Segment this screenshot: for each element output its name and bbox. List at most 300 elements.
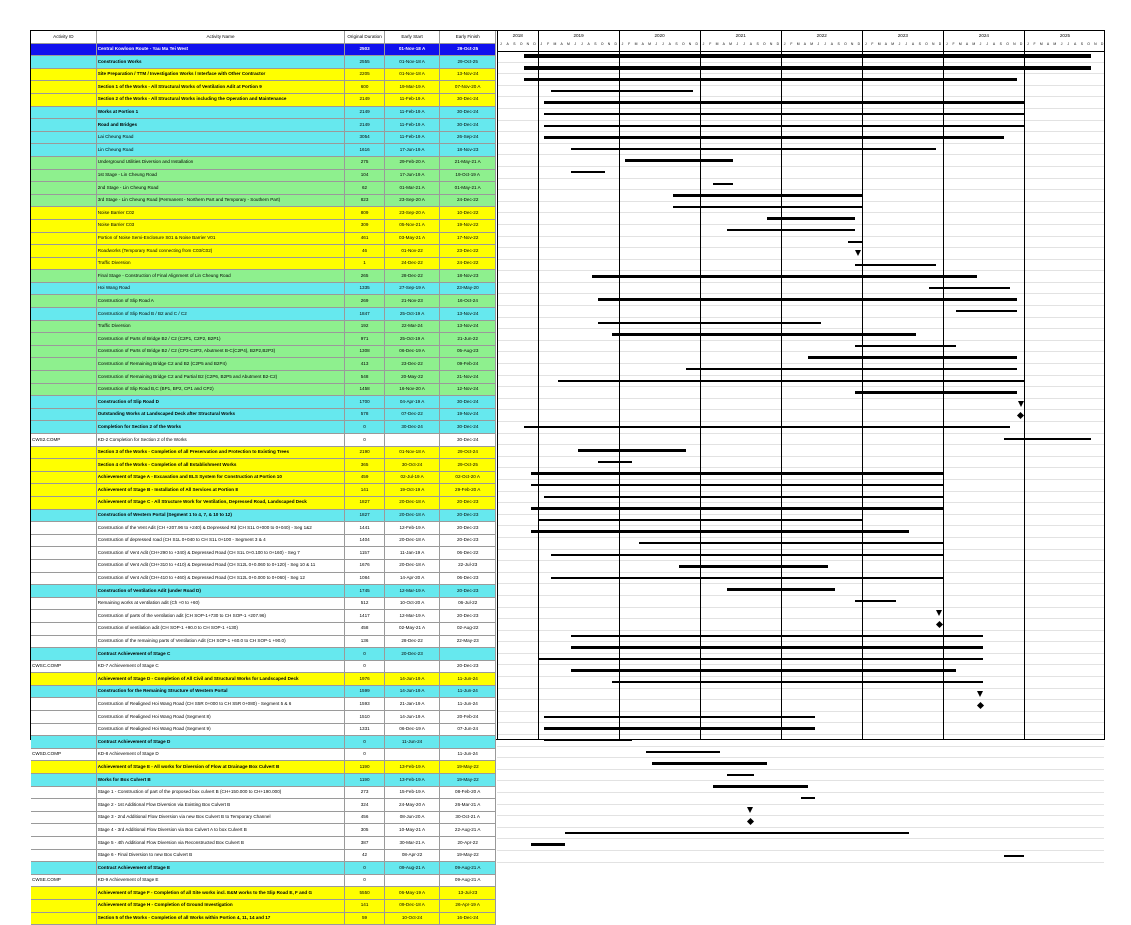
cell-activity-name: Achievement of Stage D - Completion of All Civil and Structural Works for Landscaped Deck xyxy=(96,673,345,686)
cell-activity-name: Construction of Vent Adit (CH+290 to +340) & Depressed Road (CH S1L 0+0.100 to 0+160) - Seg 7 xyxy=(96,547,345,560)
gantt-bar[interactable] xyxy=(551,554,943,556)
milestone-arrow-icon[interactable] xyxy=(936,610,942,616)
cell-early-finish: 18-Nov-23 xyxy=(440,270,496,283)
cell-activity-name: Construction of Parts of Bridge B2 / C2 (CP3-C2P3, Abutment B-C(C2P4), B2P2,B2P3) xyxy=(96,345,345,358)
cell-early-finish: 10-Dec-22 xyxy=(440,207,496,220)
cell-early-start: 01-Nov-22 xyxy=(384,245,440,258)
gantt-bar[interactable] xyxy=(713,785,808,787)
timeline-month-label: F xyxy=(709,42,712,46)
table-row[interactable] xyxy=(31,232,496,245)
timeline-month-label: S xyxy=(513,42,516,46)
gantt-bar[interactable] xyxy=(524,426,1010,428)
milestone-arrow-icon[interactable] xyxy=(747,807,753,813)
gantt-bar[interactable] xyxy=(679,565,828,567)
cell-early-finish xyxy=(440,648,496,661)
cell-duration: 192 xyxy=(345,320,384,333)
cell-early-finish: 09-Aug-21 A xyxy=(440,874,496,887)
gantt-bar[interactable] xyxy=(531,843,565,845)
gantt-bar[interactable] xyxy=(598,298,1017,300)
cell-activity-id xyxy=(31,811,96,824)
cell-duration: 548 xyxy=(345,371,384,384)
cell-early-finish: 02-Oct-20 A xyxy=(440,471,496,484)
table-row[interactable] xyxy=(31,496,496,509)
gantt-bar[interactable] xyxy=(727,229,855,231)
table-row[interactable] xyxy=(31,774,496,787)
timeline-row xyxy=(497,573,1104,585)
table-row[interactable] xyxy=(31,421,496,434)
table-row[interactable] xyxy=(31,68,496,81)
timeline-month-label: O xyxy=(1006,42,1009,46)
timeline-bars xyxy=(497,51,1104,739)
table-row[interactable] xyxy=(31,597,496,610)
cell-early-finish: 20-Dec-23 xyxy=(440,534,496,547)
timeline-month-label: O xyxy=(1087,42,1090,46)
cell-activity-id xyxy=(31,106,96,119)
gantt-bar[interactable] xyxy=(524,54,1091,58)
cell-early-finish: 13-Jul-23 xyxy=(440,887,496,900)
table-row[interactable] xyxy=(31,711,496,724)
timeline-row xyxy=(497,492,1104,504)
table-row[interactable] xyxy=(31,446,496,459)
cell-early-start: 19-Oct-19 A xyxy=(384,484,440,497)
table-row[interactable] xyxy=(31,874,496,887)
timeline-row xyxy=(497,329,1104,341)
timeline-month-label: J xyxy=(1026,42,1029,46)
gantt-bar[interactable] xyxy=(544,739,632,741)
timeline-month-label: N xyxy=(931,42,935,46)
timeline-row xyxy=(497,179,1104,191)
cell-duration: 1190 xyxy=(345,774,384,787)
gantt-bar[interactable] xyxy=(544,101,1024,103)
gantt-bar[interactable] xyxy=(612,333,916,335)
cell-duration: 3054 xyxy=(345,131,384,144)
table-row[interactable] xyxy=(31,144,496,157)
table-row[interactable] xyxy=(31,849,496,862)
cell-early-start: 30-Dec-24 xyxy=(384,421,440,434)
table-row[interactable] xyxy=(31,396,496,409)
cell-duration: 265 xyxy=(345,270,384,283)
gantt-bar[interactable] xyxy=(544,716,814,718)
cell-activity-name: Works for Box Culvert B xyxy=(96,774,345,787)
table-row[interactable] xyxy=(31,811,496,824)
cell-duration: 1308 xyxy=(345,345,384,358)
col-header-duration: Original Duration xyxy=(345,31,384,43)
timeline-month-label: S xyxy=(675,42,678,46)
cell-activity-name: Traffic Diversion xyxy=(96,257,345,270)
timeline-month-label: J xyxy=(898,42,901,46)
timeline-row xyxy=(497,677,1104,689)
table-row[interactable] xyxy=(31,408,496,421)
timeline-row xyxy=(497,306,1104,318)
cell-early-finish: 02-Aug-22 xyxy=(440,622,496,635)
timeline-panel xyxy=(497,31,1104,739)
gantt-bar[interactable] xyxy=(571,635,983,637)
cell-activity-name: Construction of Slip Road A xyxy=(96,295,345,308)
cell-duration: 2503 xyxy=(345,43,384,56)
cell-early-start xyxy=(384,434,440,447)
gantt-bar[interactable] xyxy=(592,275,977,277)
milestone-diamond-icon[interactable] xyxy=(976,702,983,709)
table-row[interactable] xyxy=(31,484,496,497)
timeline-row xyxy=(497,167,1104,179)
table-row[interactable] xyxy=(31,358,496,371)
cell-early-start: 14-Jun-19 A xyxy=(384,685,440,698)
table-row[interactable] xyxy=(31,698,496,711)
timeline-row xyxy=(497,341,1104,353)
gantt-bar[interactable] xyxy=(531,530,909,532)
timeline-month-label: F xyxy=(790,42,793,46)
cell-activity-name: 3rd Stage - Lin Cheung Road (Permanent - Northern Part and Temporary - Southern Part) xyxy=(96,194,345,207)
gantt-bar[interactable] xyxy=(646,751,720,753)
cell-duration: 1676 xyxy=(345,559,384,572)
cell-activity-id xyxy=(31,169,96,182)
gantt-bar[interactable] xyxy=(551,577,943,579)
table-row[interactable] xyxy=(31,282,496,295)
cell-duration: 0 xyxy=(345,748,384,761)
cell-activity-id xyxy=(31,572,96,585)
cell-duration: 324 xyxy=(345,799,384,812)
table-row[interactable] xyxy=(31,119,496,132)
cell-activity-id xyxy=(31,484,96,497)
cell-early-start: 03-May-21 A xyxy=(384,232,440,245)
timeline-row xyxy=(497,805,1104,817)
timeline-row xyxy=(497,63,1104,75)
table-header-row xyxy=(31,31,496,43)
timeline-row xyxy=(497,665,1104,677)
cell-early-finish: 01-May-21 A xyxy=(440,182,496,195)
year-gridline xyxy=(497,31,498,739)
timeline-year-label: 2020 xyxy=(619,31,700,41)
gantt-bar[interactable] xyxy=(544,136,1003,138)
cell-activity-name: Construction of Realigned Hoi Wang Road (Segment 8) xyxy=(96,711,345,724)
table-row[interactable] xyxy=(31,622,496,635)
cell-early-start: 19-Mar-19 A xyxy=(384,81,440,94)
table-row[interactable] xyxy=(31,169,496,182)
timeline-row xyxy=(497,816,1104,828)
cell-activity-name: Hoi Wang Road xyxy=(96,282,345,295)
gantt-bar[interactable] xyxy=(625,159,733,161)
gantt-bar[interactable] xyxy=(686,368,1017,370)
gantt-bar[interactable] xyxy=(652,762,767,764)
table-row[interactable] xyxy=(31,333,496,346)
gantt-bar[interactable] xyxy=(848,241,862,243)
cell-early-finish: 26-Apr-19 A xyxy=(440,899,496,912)
gantt-bar[interactable] xyxy=(713,183,733,185)
cell-early-start: 06-May-19 A xyxy=(384,887,440,900)
table-row[interactable] xyxy=(31,459,496,472)
cell-early-start: 01-Nov-18 A xyxy=(384,68,440,81)
cell-activity-id xyxy=(31,396,96,409)
cell-duration: 1700 xyxy=(345,396,384,409)
table-row[interactable] xyxy=(31,156,496,169)
table-row[interactable] xyxy=(31,434,496,447)
cell-early-finish: 11-Jun-24 xyxy=(440,673,496,686)
cell-activity-name: Traffic Diversion xyxy=(96,320,345,333)
gantt-bar[interactable] xyxy=(531,472,943,474)
timeline-month-label: J xyxy=(736,42,739,46)
table-row[interactable] xyxy=(31,862,496,875)
table-row[interactable] xyxy=(31,559,496,572)
cell-activity-name: Construction of the remaining parts of Ventilation Adit (CH SOP-1 +60.0 to CH SOP-1 +90.0) xyxy=(96,635,345,648)
table-row[interactable] xyxy=(31,572,496,585)
cell-early-finish: 13-Nov-24 xyxy=(440,320,496,333)
cell-early-start: 20-Dec-18 A xyxy=(384,496,440,509)
table-row[interactable] xyxy=(31,585,496,598)
cell-early-start: 12-Mar-19 A xyxy=(384,610,440,623)
table-row[interactable] xyxy=(31,685,496,698)
cell-early-finish: 07-Nov-20 A xyxy=(440,81,496,94)
timeline-row xyxy=(497,364,1104,376)
cell-duration: 1827 xyxy=(345,496,384,509)
table-row[interactable] xyxy=(31,837,496,850)
timeline-month-label: A xyxy=(830,42,834,46)
cell-activity-name: 1st Stage - Lin Cheung Road xyxy=(96,169,345,182)
table-row[interactable] xyxy=(31,799,496,812)
gantt-bar[interactable] xyxy=(808,356,1017,358)
cell-early-start: 01-Nov-18 A xyxy=(384,43,440,56)
table-row[interactable] xyxy=(31,648,496,661)
table-row[interactable] xyxy=(31,786,496,799)
cell-activity-name: Completion for Section 2 of the Works xyxy=(96,421,345,434)
table-row[interactable] xyxy=(31,56,496,69)
timeline-month-label: J xyxy=(655,42,658,46)
table-row[interactable] xyxy=(31,106,496,119)
gantt-bar[interactable] xyxy=(855,391,1017,393)
table-row[interactable] xyxy=(31,660,496,673)
timeline-row xyxy=(497,248,1104,260)
timeline-row xyxy=(497,155,1104,167)
table-row[interactable] xyxy=(31,723,496,736)
timeline-month-label: N xyxy=(688,42,692,46)
cell-activity-id: CWS2.COMP xyxy=(31,434,96,447)
gantt-bar[interactable] xyxy=(855,345,956,347)
gantt-bar[interactable] xyxy=(598,322,821,324)
timeline-row xyxy=(497,735,1104,747)
gantt-bar[interactable] xyxy=(524,66,1091,70)
activity-table xyxy=(31,31,496,921)
timeline-row xyxy=(497,526,1104,538)
cell-early-start: 25-Oct-19 A xyxy=(384,308,440,321)
cell-duration: 5550 xyxy=(345,887,384,900)
table-row[interactable] xyxy=(31,257,496,270)
gantt-bar[interactable] xyxy=(727,774,754,776)
cell-activity-id xyxy=(31,622,96,635)
gantt-bar[interactable] xyxy=(544,727,814,729)
gantt-bar[interactable] xyxy=(544,496,943,498)
timeline-month-label: J xyxy=(817,42,820,46)
cell-activity-name: Contract Achievement of Stage C xyxy=(96,648,345,661)
table-row[interactable] xyxy=(31,383,496,396)
milestone-arrow-icon[interactable] xyxy=(1018,401,1024,407)
timeline-month-label: A xyxy=(668,42,671,46)
table-row[interactable] xyxy=(31,219,496,232)
timeline-month-label: A xyxy=(641,42,644,46)
table-row[interactable] xyxy=(31,673,496,686)
timeline-month-label: D xyxy=(614,42,617,46)
cell-duration: 1616 xyxy=(345,144,384,157)
gantt-bar[interactable] xyxy=(571,171,605,173)
table-row[interactable] xyxy=(31,43,496,56)
timeline-row xyxy=(497,260,1104,272)
table-row[interactable] xyxy=(31,308,496,321)
table-row[interactable] xyxy=(31,81,496,94)
cell-activity-name: Stage 5 - 4th Additional Flow Diversion via Reconstructed Box Culvert B xyxy=(96,837,345,850)
cell-early-finish: 19-Nov-24 xyxy=(440,408,496,421)
cell-activity-id xyxy=(31,912,96,925)
cell-duration: 2149 xyxy=(345,93,384,106)
timeline-month-label: F xyxy=(628,42,631,46)
table-row[interactable] xyxy=(31,761,496,774)
milestone-arrow-icon[interactable] xyxy=(855,250,861,256)
timeline-row xyxy=(497,318,1104,330)
year-gridline xyxy=(1024,31,1025,739)
table-row[interactable] xyxy=(31,131,496,144)
cell-activity-name: Noise Barrier C03 xyxy=(96,219,345,232)
table-row[interactable] xyxy=(31,748,496,761)
timeline-month-label: N xyxy=(1094,42,1097,46)
cell-duration: 1441 xyxy=(345,522,384,535)
gantt-bar[interactable] xyxy=(544,125,1024,127)
gantt-bar[interactable] xyxy=(956,310,1017,312)
cell-duration: 141 xyxy=(345,484,384,497)
gantt-bar[interactable] xyxy=(801,797,815,799)
gantt-bar[interactable] xyxy=(538,658,984,660)
gantt-bar[interactable] xyxy=(578,449,686,451)
gantt-bar[interactable] xyxy=(531,484,943,486)
table-row[interactable] xyxy=(31,899,496,912)
cell-early-finish: 30-Dec-24 xyxy=(440,119,496,132)
gantt-bar[interactable] xyxy=(612,681,984,683)
table-row[interactable] xyxy=(31,824,496,837)
table-row[interactable] xyxy=(31,547,496,560)
timeline-month-label: J xyxy=(864,42,867,46)
timeline-year-label: 2025 xyxy=(1024,31,1105,41)
cell-early-start: 17-Jun-19 A xyxy=(384,144,440,157)
timeline-row xyxy=(497,793,1104,805)
gantt-bar[interactable] xyxy=(673,206,862,208)
gantt-bar[interactable] xyxy=(544,113,1024,115)
table-row[interactable] xyxy=(31,509,496,522)
table-row[interactable] xyxy=(31,93,496,106)
cell-duration: 578 xyxy=(345,408,384,421)
table-row[interactable] xyxy=(31,522,496,535)
timeline-month-label: J xyxy=(979,42,982,46)
cell-activity-name: Section 1 of the Works - All Structural Works of Ventilation Adit at Portion 9 xyxy=(96,81,345,94)
cell-early-start: 29-Feb-20 A xyxy=(384,156,440,169)
cell-activity-name: Stage 2 - 1st Additional Flow Diversion via Existing Box Culvert B xyxy=(96,799,345,812)
cell-early-start: 11-Feb-19 A xyxy=(384,106,440,119)
timeline-month-label: M xyxy=(715,42,719,46)
gantt-bar[interactable] xyxy=(598,461,632,463)
cell-early-finish: 19-May-22 xyxy=(440,849,496,862)
timeline-row xyxy=(497,283,1104,295)
table-row[interactable] xyxy=(31,635,496,648)
table-row[interactable] xyxy=(31,471,496,484)
gantt-bar[interactable] xyxy=(565,832,910,834)
cell-early-start: 14-Apr-20 A xyxy=(384,572,440,585)
timeline-row xyxy=(497,144,1104,156)
timeline-month-label: A xyxy=(749,42,752,46)
timeline-row xyxy=(497,480,1104,492)
gantt-bar[interactable] xyxy=(531,507,943,509)
gantt-bar[interactable] xyxy=(639,542,943,544)
cell-early-finish: 23-May-20 xyxy=(440,282,496,295)
timeline-header xyxy=(497,31,1104,52)
table-row[interactable] xyxy=(31,534,496,547)
table-row[interactable] xyxy=(31,182,496,195)
gantt-bar[interactable] xyxy=(1004,855,1024,857)
cell-early-finish: 13-Nov-24 xyxy=(440,68,496,81)
timeline-month-label: J xyxy=(662,42,664,46)
gantt-bar[interactable] xyxy=(551,90,693,92)
table-row[interactable] xyxy=(31,345,496,358)
table-row[interactable] xyxy=(31,371,496,384)
cell-duration: 1335 xyxy=(345,282,384,295)
cell-duration: 0 xyxy=(345,421,384,434)
cell-duration: 387 xyxy=(345,837,384,850)
table-row[interactable] xyxy=(31,270,496,283)
gantt-bar[interactable] xyxy=(571,646,983,648)
cell-activity-name: Works at Portion 1 xyxy=(96,106,345,119)
cell-activity-name: Stage 4 - 3rd Additional Flow Diversion via Box Culvert A to box Culvert B xyxy=(96,824,345,837)
milestone-arrow-icon[interactable] xyxy=(977,691,983,697)
cell-activity-name: Construction of depressed road (CH S1L 0+040 to CH S1L 0+100 - Segment 3 & 4 xyxy=(96,534,345,547)
table-row[interactable] xyxy=(31,320,496,333)
cell-duration: 0 xyxy=(345,434,384,447)
table-row[interactable] xyxy=(31,736,496,749)
timeline-month-label: M xyxy=(729,42,732,46)
table-row[interactable] xyxy=(31,245,496,258)
gantt-bar[interactable] xyxy=(1004,438,1092,440)
table-row[interactable] xyxy=(31,887,496,900)
cell-activity-id xyxy=(31,383,96,396)
table-row[interactable] xyxy=(31,610,496,623)
timeline-row xyxy=(497,550,1104,562)
cell-duration: 823 xyxy=(345,194,384,207)
cell-early-finish: 22-Aug-21 A xyxy=(440,824,496,837)
table-row[interactable] xyxy=(31,207,496,220)
gantt-bar[interactable] xyxy=(571,148,936,150)
cell-activity-id: CWSE.COMP xyxy=(31,874,96,887)
cell-early-finish: 30-Dec-24 xyxy=(440,421,496,434)
cell-activity-name: Section 3 of the Works - Completion of all Preservation and Protection to Existing Trees xyxy=(96,446,345,459)
table-row[interactable] xyxy=(31,295,496,308)
table-row[interactable] xyxy=(31,912,496,925)
year-gridline xyxy=(619,31,620,739)
gantt-bar[interactable] xyxy=(673,194,862,196)
cell-duration: 104 xyxy=(345,169,384,182)
gantt-chart-container xyxy=(30,30,1105,921)
cell-activity-id xyxy=(31,711,96,724)
gantt-bar[interactable] xyxy=(571,669,956,671)
year-gridline xyxy=(538,31,539,739)
timeline-month-label: D xyxy=(857,42,861,46)
gantt-bar[interactable] xyxy=(855,264,936,266)
gantt-bar[interactable] xyxy=(558,380,1024,382)
milestone-diamond-icon[interactable] xyxy=(747,818,754,825)
timeline-row xyxy=(497,642,1104,654)
table-row[interactable] xyxy=(31,194,496,207)
timeline-row xyxy=(497,654,1104,666)
cell-duration: 1157 xyxy=(345,547,384,560)
cell-duration: 461 xyxy=(345,232,384,245)
cell-duration: 0 xyxy=(345,648,384,661)
cell-activity-name: Remaining works at ventilation adit (Ch +0 to +60) xyxy=(96,597,345,610)
gantt-bar[interactable] xyxy=(929,287,1010,289)
cell-activity-name: Contract Achievement of Stage E xyxy=(96,862,345,875)
timeline-month-label: O xyxy=(763,42,766,46)
cell-early-start: 12-Feb-19 A xyxy=(384,522,440,535)
